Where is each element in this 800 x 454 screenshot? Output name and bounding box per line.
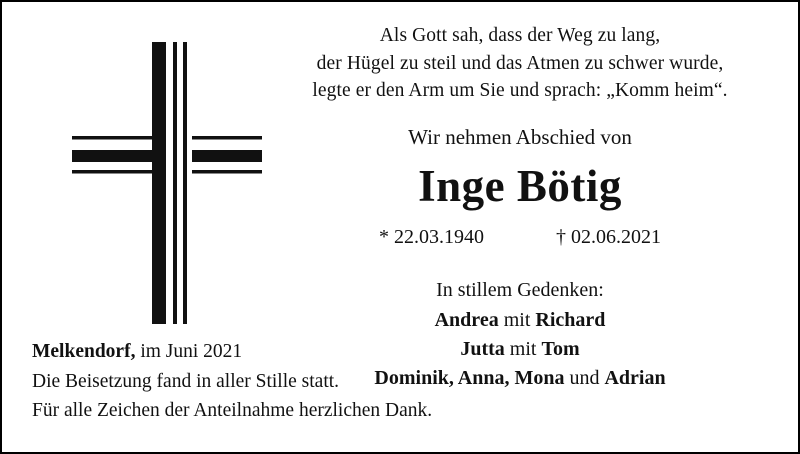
memory-heading: In stillem Gedenken: (436, 278, 604, 301)
verse-line-1: Als Gott sah, dass der Weg zu lang, (379, 25, 661, 46)
birth-date: * 22.03.1940 (379, 225, 484, 248)
mourner-partner: Adrian (604, 366, 666, 389)
mourner-conjunction: und (564, 366, 605, 389)
footer-line-2: Die Beisetzung fand in aller Stille statt. (32, 370, 340, 392)
mourner-name: Andrea (434, 308, 499, 331)
verse-line-2: der Hügel zu steil und das Atmen zu schwer wurde, (316, 52, 724, 74)
mourner-partner: Tom (541, 337, 580, 360)
death-date: † 02.06.2021 (556, 225, 661, 248)
farewell-line: Wir nehmen Abschied von (408, 125, 632, 150)
mourner-conjunction: mit (504, 337, 542, 360)
mourner-line (260, 306, 780, 335)
mourner-conjunction: mit (498, 308, 536, 331)
footer-place-line (32, 337, 772, 367)
footer-line-3: Für alle Zeichen der Anteilnahme herzlichen Dank. (32, 400, 433, 422)
footer-date: im Juni 2021 (135, 341, 243, 363)
mourner-name: Jutta (460, 337, 505, 360)
deceased-name: Inge Bötig (418, 161, 622, 212)
mourner-name: Dominik, Anna, Mona (374, 366, 565, 389)
verse-block (260, 22, 780, 105)
footer-place: Melkendorf, (32, 341, 136, 363)
verse-line-3: legte er den Arm um Sie und sprach: „Komm heim“. (312, 80, 728, 102)
life-dates (260, 226, 780, 249)
notice-footer (32, 337, 772, 426)
mourner-partner: Richard (535, 308, 606, 331)
